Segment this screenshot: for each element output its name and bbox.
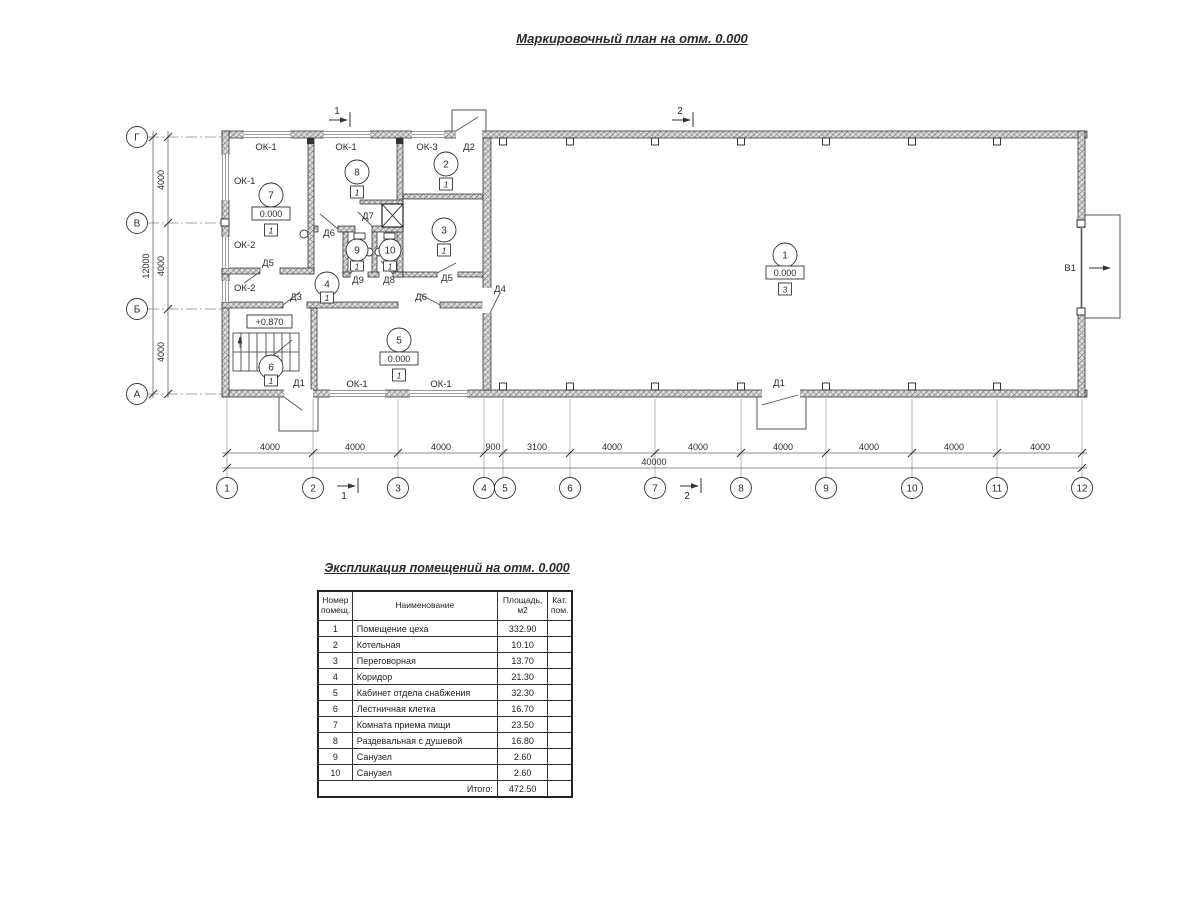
col-bubble-6: 6 — [567, 483, 573, 495]
window-ok3 — [412, 131, 444, 139]
bottom-dimension-lines — [222, 442, 1087, 472]
col-header-area: Площадь, м2 — [497, 591, 547, 621]
col-bubble-11: 11 — [991, 483, 1003, 495]
door-label-d6: Д6 — [415, 292, 427, 303]
room-number-8: 8 — [354, 167, 360, 179]
dim-left-4000: 4000 — [156, 169, 166, 191]
dim-4000: 4000 — [430, 442, 452, 452]
room-category-7: 1 — [268, 225, 274, 236]
dim-3100: 3100 — [526, 442, 548, 452]
room-number-10: 10 — [384, 245, 396, 257]
room-category-10: 1 — [387, 261, 393, 272]
section-mark-2-bottom — [680, 478, 701, 502]
window-ok1-bottom — [330, 390, 385, 398]
svg-text:1: 1 — [341, 491, 347, 502]
room-number-1: 1 — [782, 250, 788, 262]
door-label-d4: Д4 — [494, 284, 506, 295]
window-label-ok1: ОК-1 — [430, 379, 452, 390]
door-label-d3: Д3 — [290, 292, 302, 303]
door-label-d9: Д9 — [352, 275, 364, 286]
window-ok2-left-2 — [222, 281, 230, 302]
col-header-number: Номер помещ. — [318, 591, 352, 621]
door-swings — [244, 117, 798, 410]
room-number-7: 7 — [268, 190, 274, 202]
door-label-d1: Д1 — [293, 378, 305, 389]
col-bubble-4: 4 — [481, 483, 487, 495]
gate-label-v1: В1 — [1064, 263, 1076, 274]
col-bubble-8: 8 — [738, 483, 744, 495]
col-bubble-2: 2 — [310, 483, 316, 495]
door-opening-d4 — [483, 288, 492, 313]
row-bubble-v: В — [133, 218, 141, 230]
dim-left-4000: 4000 — [156, 255, 166, 277]
room-category-8: 1 — [354, 187, 360, 198]
left-dimension-lines — [141, 131, 172, 398]
col-bubble-3: 3 — [395, 483, 401, 495]
door-label-d7: Д7 — [362, 211, 374, 222]
dim-4000: 4000 — [344, 442, 366, 452]
dim-4000: 4000 — [858, 442, 880, 452]
col-bubble-9: 9 — [823, 483, 829, 495]
door-label-d6: Д6 — [323, 228, 335, 239]
table-row: 9 Санузел 2.60 — [318, 749, 572, 765]
window-ok2-left — [222, 237, 230, 268]
room-schedule-table — [317, 590, 573, 798]
window-label-ok2: ОК-2 — [234, 240, 256, 251]
door-label-d2: Д2 — [463, 142, 475, 153]
gate-v1-annotation — [1064, 263, 1110, 274]
table-row: 1 Помещение цеха 332.90 — [318, 621, 572, 637]
table-row: 5 Кабинет отдела снабжения 32.30 — [318, 685, 572, 701]
table-row: 3 Переговорная 13.70 — [318, 653, 572, 669]
window-ok1 — [244, 131, 290, 139]
dim-4000: 4000 — [687, 442, 709, 452]
section-mark-1-top — [329, 106, 350, 127]
section-mark-1-bottom — [337, 478, 358, 502]
room-category-1: 3 — [782, 284, 788, 295]
dim-4000: 4000 — [1029, 442, 1051, 452]
door-label-d1: Д1 — [773, 378, 785, 389]
room-elevation-7: 0.000 — [259, 209, 283, 219]
room-number-9: 9 — [354, 245, 360, 257]
col-bubble-10: 10 — [906, 483, 918, 495]
section-mark-2-top — [672, 106, 693, 127]
room-category-5: 1 — [396, 370, 402, 381]
room-category-9: 1 — [354, 261, 360, 272]
row-bubble-b: Б — [133, 304, 141, 316]
room-category-2: 1 — [443, 179, 449, 190]
row-bubble-a: А — [133, 389, 141, 401]
col-bubble-7: 7 — [652, 483, 658, 495]
door-opening-d1-stairs — [284, 390, 313, 398]
column-grid-bubbles — [217, 478, 1093, 499]
dim-900: 900 — [485, 442, 501, 452]
room-number-2: 2 — [443, 159, 449, 171]
table-row: 6 Лестничная клетка 16.70 — [318, 701, 572, 717]
col-header-name: Наименование — [352, 591, 497, 621]
room-category-4: 1 — [324, 293, 330, 303]
table-row: 7 Комната приема пищи 23.50 — [318, 717, 572, 733]
room-category-6: 1 — [268, 376, 274, 386]
window-ok1-left — [222, 155, 230, 200]
window-ok1 — [324, 131, 370, 139]
window-label-ok1: ОК-1 — [234, 176, 256, 187]
door-label-d8: Д8 — [383, 275, 395, 286]
room-category-3: 1 — [441, 245, 447, 256]
room-elevation-1: 0.000 — [773, 268, 797, 278]
svg-text:2: 2 — [677, 106, 683, 117]
row-bubble-g: Г — [134, 132, 140, 144]
ventilation-shaft — [382, 204, 403, 227]
room-number-5: 5 — [396, 335, 402, 347]
col-bubble-1: 1 — [224, 483, 230, 495]
window-label-ok2: ОК-2 — [234, 283, 256, 294]
schedule-title: Экспликация помещений на отм. 0.000 — [324, 561, 570, 575]
window-label-ok1: ОК-1 — [346, 379, 368, 390]
table-row: 8 Раздевальная с душевой 16.80 — [318, 733, 572, 749]
dim-total-40000: 40000 — [641, 457, 667, 467]
window-label-ok1: ОК-1 — [255, 142, 277, 153]
dim-4000: 4000 — [772, 442, 794, 452]
table-total-row — [318, 781, 572, 798]
door-opening-d2 — [456, 130, 482, 139]
plan-title: Маркировочный план на отм. 0.000 — [516, 31, 748, 46]
room-number-3: 3 — [441, 225, 447, 237]
dim-left-4000: 4000 — [156, 341, 166, 363]
window-label-ok1: ОК-1 — [335, 142, 357, 153]
room-labels — [252, 152, 804, 386]
dim-4000: 4000 — [259, 442, 281, 452]
dim-4000: 4000 — [601, 442, 623, 452]
door-label-d5: Д5 — [262, 258, 274, 269]
table-row: 10 Санузел 2.60 — [318, 765, 572, 781]
room-number-6: 6 — [268, 362, 274, 374]
col-bubble-5: 5 — [502, 483, 508, 495]
dim-4000: 4000 — [943, 442, 965, 452]
door-label-d5: Д5 — [441, 273, 453, 284]
col-bubble-12: 12 — [1076, 483, 1088, 495]
room-number-4: 4 — [324, 279, 330, 291]
stair-elevation-label: +0.870 — [255, 317, 284, 327]
svg-text:2: 2 — [684, 491, 690, 502]
window-ok1-bottom-2 — [410, 390, 467, 398]
total-value: 472.50 — [497, 781, 547, 798]
table-row: 2 Котельная 10.10 — [318, 637, 572, 653]
table-row: 4 Коридор 21.30 — [318, 669, 572, 685]
dim-left-total-12000: 12000 — [141, 253, 151, 279]
room-elevation-5: 0.000 — [387, 354, 411, 364]
total-label: Итого: — [318, 781, 497, 798]
window-label-ok3: ОК-3 — [416, 142, 438, 153]
col-header-category: Кат. пом. — [548, 591, 572, 621]
svg-text:1: 1 — [334, 106, 340, 117]
